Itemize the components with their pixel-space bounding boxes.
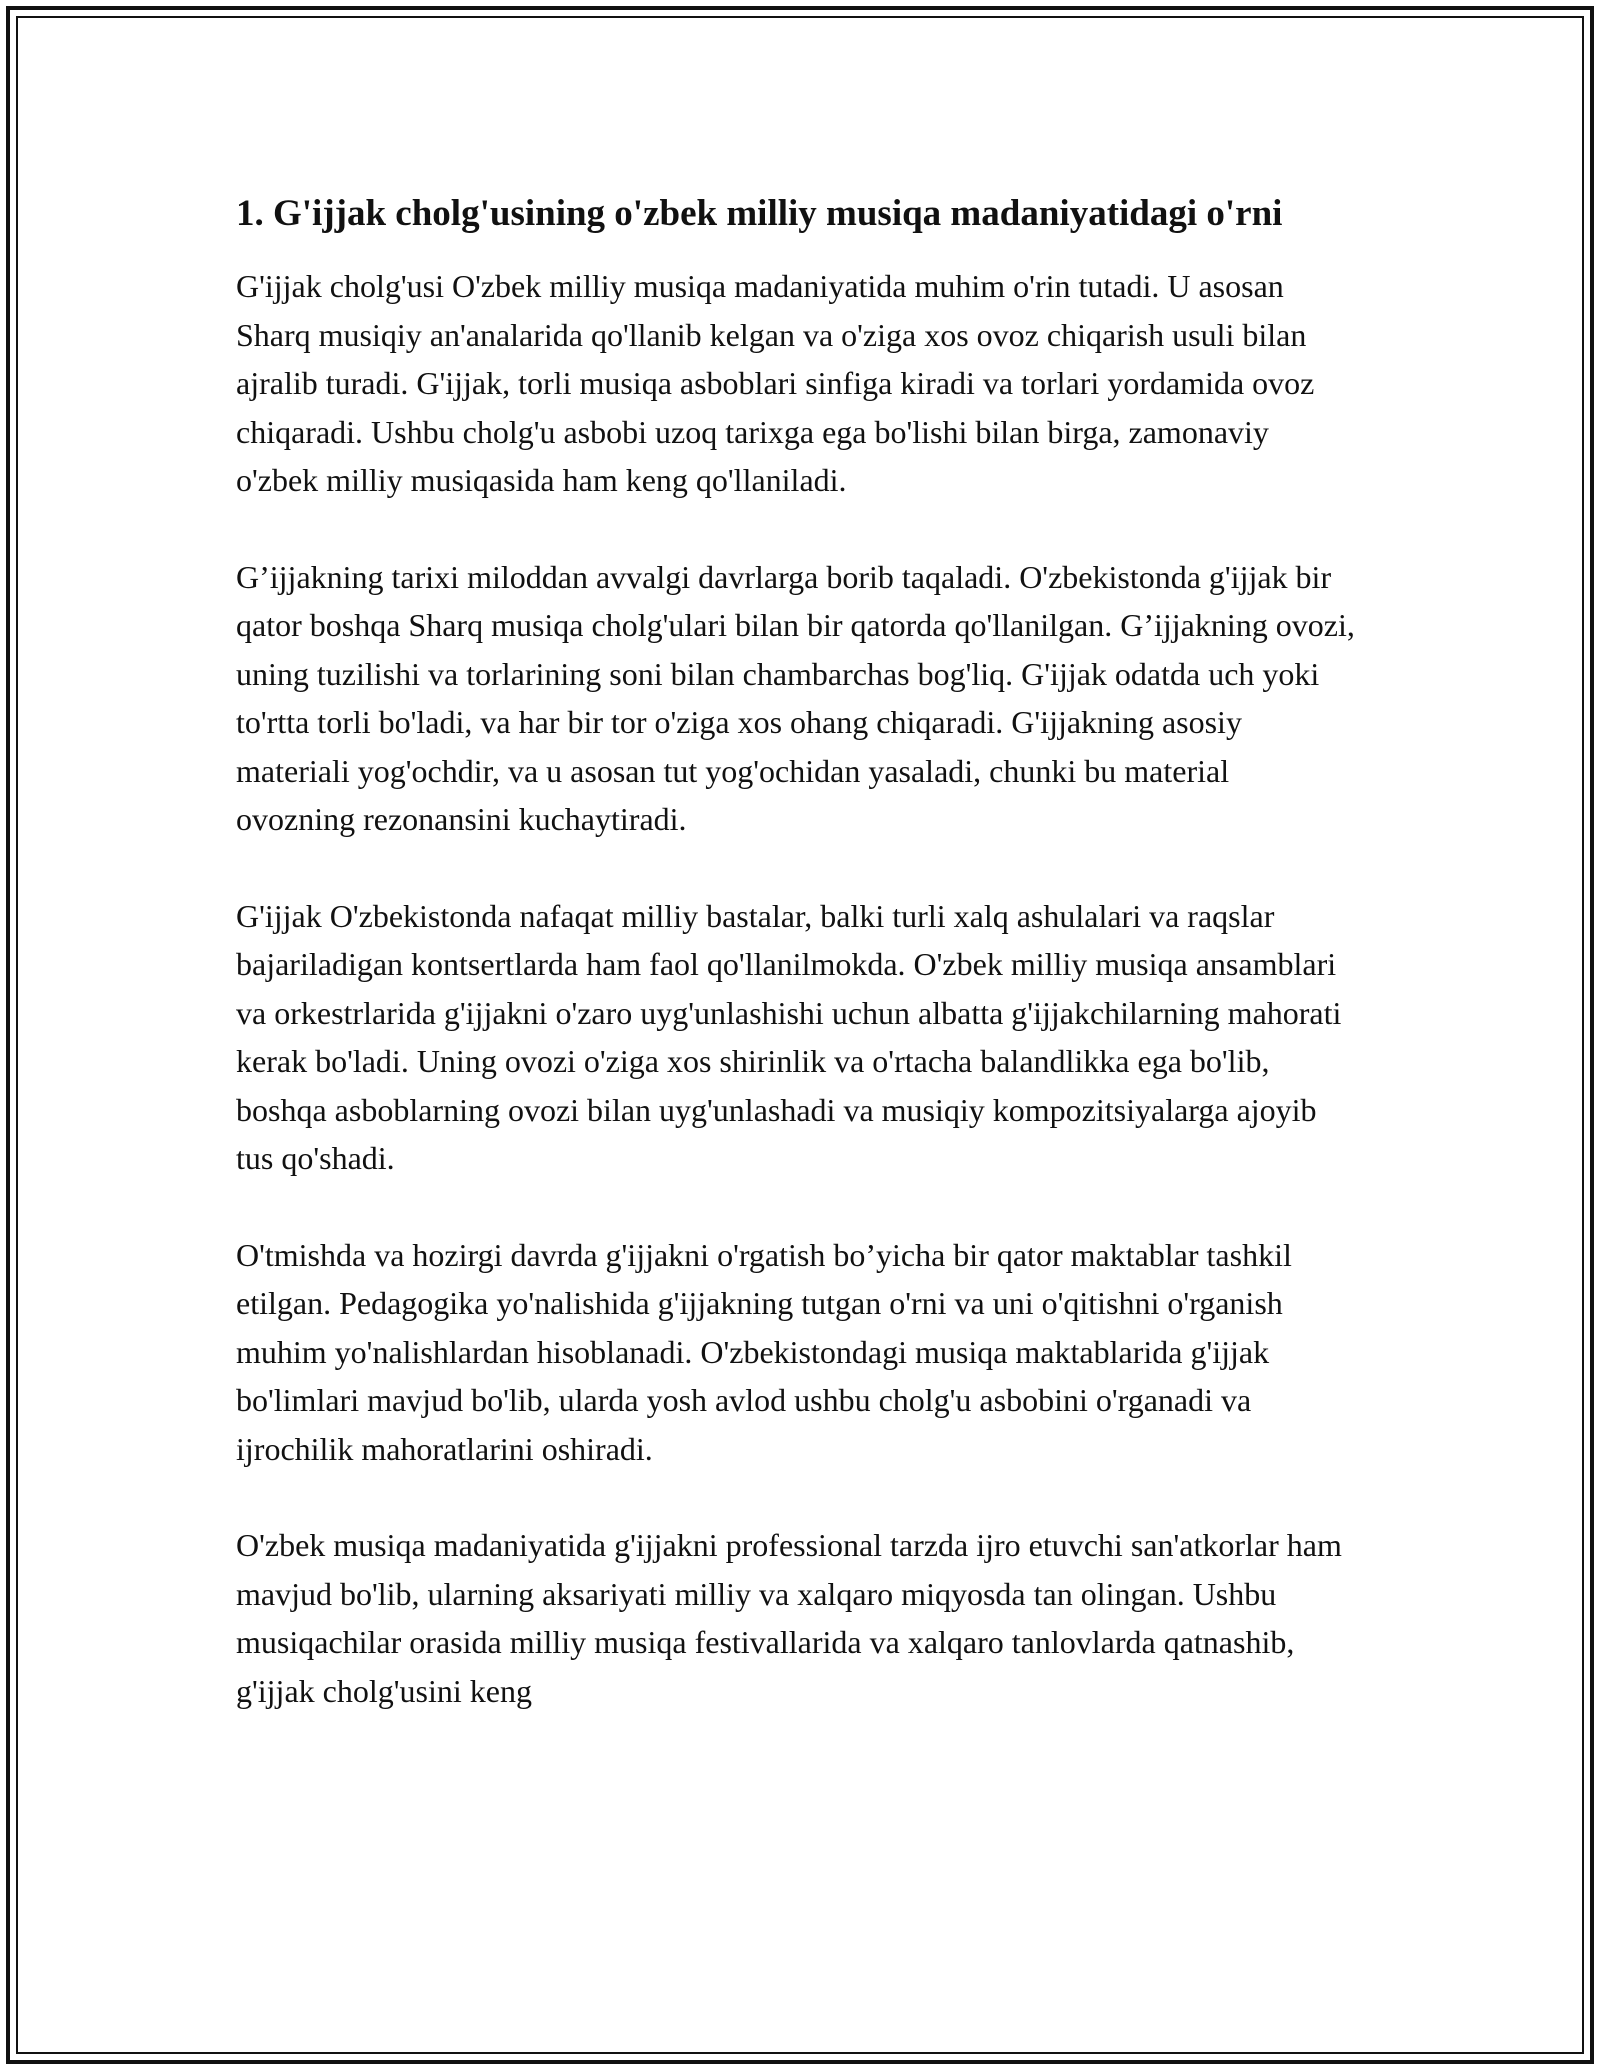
paragraph-5: O'zbek musiqa madaniyatida g'ijjakni professional tarzda ijro etuvchi san'atkorlar ham mavjud bo'lib, ularning aksariyati milliy va xalqaro miqyosda tan olingan. Ushbu musiqachilar orasida milliy musiqa festivallarida va xalqaro tanlovlarda qatnashib, g'ijjak cholg'usini keng: [236, 1527, 1342, 1709]
paragraph-1: G'ijjak cholg'usi O'zbek milliy musiqa madaniyatida muhim o'rin tutadi. U asosan Sharq musiqiy an'analarida qo'llanib kelgan va o'ziga xos ovoz chiqarish usuli bilan ajralib turadi. G'ijjak, torli musiqa asboblari sinfiga kiradi va torlari yordamida ovoz chiqaradi. Ushbu cholg'u asbobi uzoq tarixga ega bo'lishi bilan birga, zamonaviy o'zbek milliy musiqasida ham keng qo'llaniladi.: [236, 268, 1315, 498]
paragraph-3: G'ijjak O'zbekistonda nafaqat milliy bastalar, balki turli xalq ashulalari va raqslar bajariladigan kontsertlarda ham faol qo'llanilmokda. O'zbek milliy musiqa ansamblari va orkestrlarida g'ijjakni o'zaro uyg'unlashishi uchun albatta g'ijjakchilarning mahorati kerak bo'ladi. Uning ovozi o'ziga xos shirinlik va o'rtacha balandlikka ega bo'lib, boshqa asboblarning ovozi bilan uyg'unlashadi va musiqiy kompozitsiyalarga ajoyib tus qo'shadi.: [236, 897, 1342, 1176]
section-heading: 1. G'ijjak cholg'usining o'zbek milliy musiqa madaniyatidagi o'rni: [236, 193, 1283, 234]
paragraph-2: G’ijjakning tarixi miloddan avvalgi davrlarga borib taqaladi. O'zbekistonda g'ijjak bir qator boshqa Sharq musiqa cholg'ulari bilan bir qatorda qo'llanilgan. G’ijjakning ovozi, uning tuzilishi va torlarining soni bilan chambarchas bog'liq. G'ijjak odatda uch yoki to'rtta torli bo'ladi, va har bir tor o'ziga xos ohang chiqaradi. G'ijjakning asosiy materiali yog'ochdir, va u asosan tut yog'ochidan yasaladi, chunki bu material ovozning rezonansini kuchaytiradi.: [236, 558, 1355, 837]
paragraph-4: O'tmishda va hozirgi davrda g'ijjakni o'rgatish bo’yicha bir qator maktablar tashkil etilgan. Pedagogika yo'nalishida g'ijjakning tutgan o'rni va uni o'qitishni o'rganish muhim yo'nalishlardan hisoblanadi. O'zbekistondagi musiqa maktablarida g'ijjak bo'limlari mavjud bo'lib, ularda yosh avlod ushbu cholg'u asbobini o'rganadi va ijrochilik mahoratlarini oshiradi.: [236, 1236, 1292, 1467]
document-body: [236, 186, 1356, 1763]
